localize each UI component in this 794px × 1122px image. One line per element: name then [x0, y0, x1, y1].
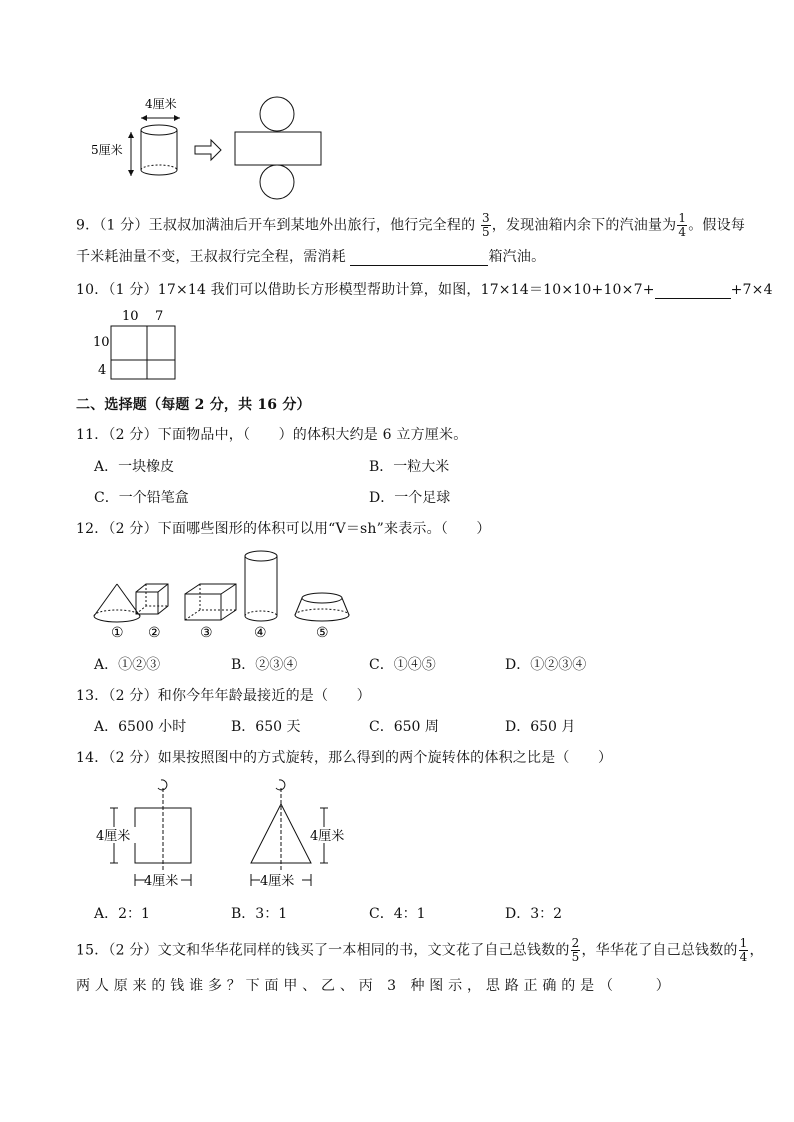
- arrowhead-left: [141, 115, 147, 121]
- option-b[interactable]: B．②③④: [231, 657, 298, 673]
- left-label-10: 10: [93, 335, 110, 350]
- option-b[interactable]: B．一粒大米: [369, 459, 450, 475]
- label-3: ③: [200, 625, 213, 641]
- question-text: 17×14 我们可以借助长方形模型帮助计算，如图，17×14＝10×10+10×7+: [157, 282, 655, 298]
- fraction-two-fifths: $\frac{2}{5}$: [571, 936, 580, 964]
- cylinder-shape: [245, 551, 277, 621]
- triangle-height-label: 4厘米: [310, 829, 345, 844]
- arrowhead-right: [174, 115, 180, 121]
- question-10-line-1: [76, 279, 773, 299]
- rotation-figure: [88, 774, 368, 896]
- model-rectangle: [111, 326, 175, 379]
- label-1: ①: [111, 625, 124, 641]
- label-2: ②: [148, 625, 161, 641]
- cylinder-width-label: 4厘米: [145, 97, 177, 111]
- frustum-shape: [295, 593, 349, 621]
- question-text: 。假设每: [688, 217, 746, 234]
- cone-shape: [94, 584, 140, 622]
- label-4: ④: [254, 625, 267, 641]
- option-d[interactable]: D．一个足球: [369, 490, 451, 506]
- option-d[interactable]: D．650 月: [505, 719, 576, 735]
- question-12-text: [76, 518, 491, 538]
- option-c[interactable]: C．650 周: [369, 719, 439, 735]
- cylinder-top: [141, 125, 177, 135]
- question-text: ，发现油箱内余下的汽油量为: [491, 217, 677, 234]
- option-a[interactable]: A．一块橡皮: [94, 459, 175, 475]
- left-label-4: 4: [98, 363, 107, 378]
- arrowhead-up: [128, 132, 134, 138]
- option-c[interactable]: C．①④⑤: [369, 657, 436, 673]
- net-bottom-circle: [260, 165, 294, 199]
- option-c[interactable]: C．4：1: [369, 906, 426, 922]
- option-a[interactable]: A．①②③: [94, 657, 161, 673]
- question-9-line-2: [76, 246, 545, 266]
- question-number: 14．: [76, 750, 109, 766]
- option-b[interactable]: B．3：1: [231, 906, 288, 922]
- question-11-text: [76, 424, 467, 444]
- question-text: 王叔叔加满油后开车到某地外出旅行，他行完全程的: [148, 217, 476, 234]
- question-score: （2 分）: [108, 942, 158, 959]
- fraction-one-fourth: $\frac{1}{4}$: [739, 936, 748, 964]
- cuboid-shape: [185, 584, 236, 620]
- answer-blank[interactable]: [655, 284, 731, 299]
- option-d[interactable]: D．①②③④: [505, 657, 587, 673]
- option-b[interactable]: B．650 天: [231, 719, 301, 735]
- square-height-label: 4厘米: [96, 829, 131, 844]
- question-number: 15．: [76, 942, 109, 959]
- question-number: 9．: [76, 217, 100, 234]
- option-c[interactable]: C．一个铅笔盒: [94, 490, 189, 506]
- question-score: （2 分）: [108, 427, 158, 443]
- question-score: （2 分）: [108, 521, 158, 537]
- question-score: （1 分）: [108, 282, 158, 298]
- cube-shape: [136, 584, 168, 614]
- question-text: +7×4: [730, 282, 773, 298]
- question-text: 下面物品中，（ ）的体积大约是 6 立方厘米。: [157, 427, 468, 443]
- net-rectangle: [235, 132, 321, 165]
- question-number: 10．: [76, 282, 109, 298]
- question-text: ，: [749, 942, 764, 959]
- question-15-line-2: 两 人 原 来 的 钱 谁 多 ？ 下 面 甲 、 乙 、 丙 3 种 图 示 ， 思 路 正 确 的 是 （ ）: [76, 978, 670, 994]
- question-13-text: [76, 685, 371, 705]
- section-2-title: 二、选择题（每题 2 分，共 16 分）: [76, 397, 311, 413]
- question-15-line-1: [76, 937, 764, 964]
- cylinder-net-figure: [85, 92, 335, 200]
- option-d[interactable]: D．3：2: [505, 906, 563, 922]
- rectangle-model-figure: [88, 304, 188, 384]
- question-text: 和你今年年龄最接近的是（ ）: [157, 688, 371, 704]
- cylinder-bottom-front: [141, 170, 177, 175]
- question-number: 11．: [76, 427, 109, 443]
- question-text: 千米耗油量不变，王叔叔行完全程，需消耗: [76, 249, 346, 265]
- answer-blank[interactable]: [350, 251, 488, 266]
- transform-arrow: [195, 140, 221, 160]
- question-number: 12．: [76, 521, 109, 537]
- question-text: 下面哪些图形的体积可以用“V＝sh”来表示。（ ）: [157, 521, 491, 537]
- fraction-three-fifths: $\frac{3}{5}$: [481, 211, 490, 239]
- question-14-text: [76, 747, 612, 767]
- question-score: （1 分）: [99, 217, 149, 234]
- question-score: （2 分）: [108, 750, 158, 766]
- question-number: 13．: [76, 688, 109, 704]
- fraction-one-fourth: $\frac{1}{4}$: [678, 211, 687, 239]
- question-9-line-1: [76, 212, 745, 239]
- cylinder-bottom-back: [141, 165, 177, 170]
- top-label-7: 7: [155, 309, 164, 324]
- cylinder-height-label: 5厘米: [91, 143, 123, 157]
- net-top-circle: [260, 97, 294, 131]
- question-text: 如果按照图中的方式旋转，那么得到的两个旋转体的体积之比是（ ）: [157, 750, 613, 766]
- question-text: ，华华花了自己总钱数的: [581, 942, 738, 959]
- square-width-label: 4厘米: [144, 874, 179, 889]
- question-score: （2 分）: [108, 688, 158, 704]
- label-5: ⑤: [316, 625, 329, 641]
- triangle-width-label: 4厘米: [260, 874, 295, 889]
- question-text: 箱汽油。: [488, 249, 546, 265]
- option-a[interactable]: A．2：1: [94, 906, 150, 922]
- option-a[interactable]: A．6500 小时: [94, 719, 187, 735]
- solids-figure: [88, 548, 358, 643]
- question-text: 文文和华华花同样的钱买了一本相同的书，文文花了自己总钱数的: [157, 942, 570, 959]
- top-label-10: 10: [122, 309, 139, 324]
- arrowhead-down: [128, 170, 134, 176]
